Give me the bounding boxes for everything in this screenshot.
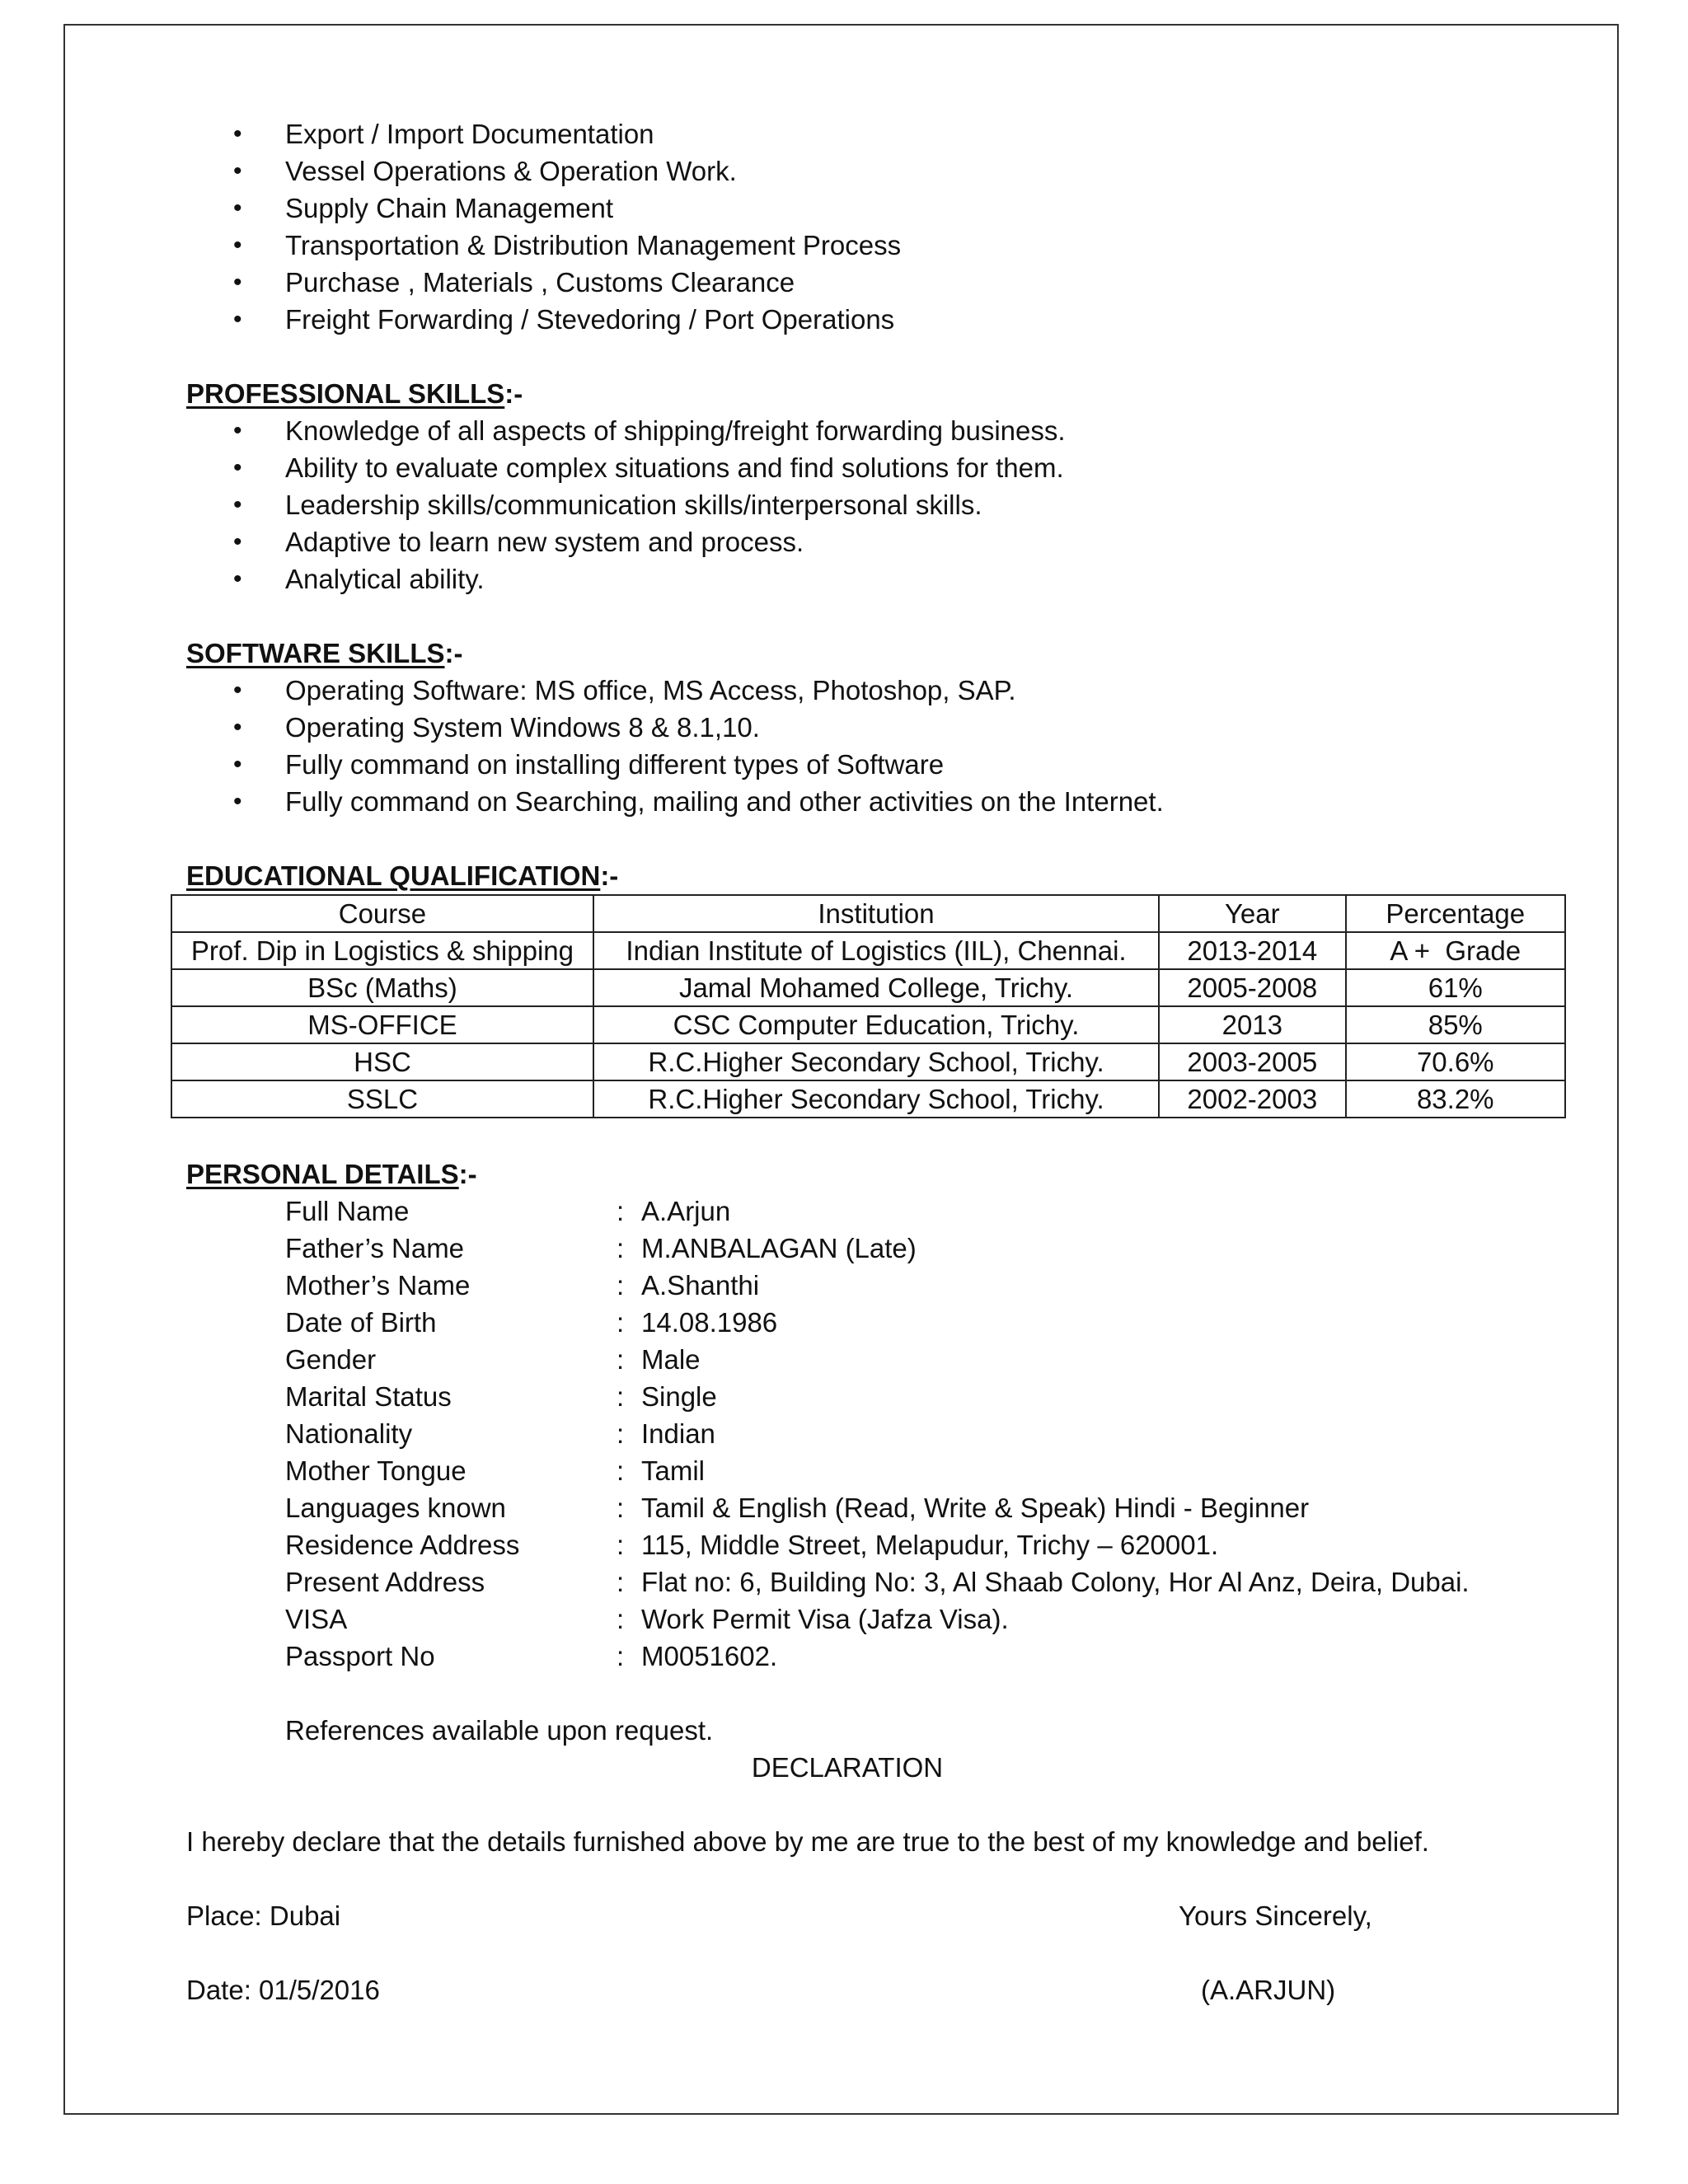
detail-label: Date of Birth [285, 1307, 437, 1338]
list-item: • Fully command on Searching, mailing and other activities on the Internet. [285, 783, 1571, 820]
detail-label: Father’s Name [285, 1233, 465, 1263]
personal-details-heading [186, 1155, 1571, 1193]
education-heading [186, 857, 1571, 894]
place-text: Place: Dubai [186, 1900, 341, 1931]
list-item: • Ability to evaluate complex situations and find solutions for them. [285, 449, 1571, 486]
table-cell: 2003-2005 [1159, 1043, 1345, 1080]
list-item: • Export / Import Documentation [285, 115, 1571, 152]
table-cell: 83.2% [1346, 1080, 1566, 1118]
list-item: • Analytical ability. [285, 560, 1571, 598]
section-title-text: EDUCATIONAL QUALIFICATION [186, 860, 601, 891]
detail-value: A.Arjun [641, 1196, 731, 1226]
detail-label: Gender [285, 1344, 377, 1375]
table-header-row [171, 895, 1565, 932]
detail-value: Tamil & English (Read, Write & Speak) Hindi - Beginner [641, 1493, 1310, 1523]
signature-name: (A.ARJUN) [1201, 1975, 1336, 2005]
detail-value: Indian [641, 1418, 715, 1449]
detail-value: A.Shanthi [641, 1270, 760, 1301]
detail-row [285, 1304, 1571, 1341]
table-cell: 2005-2008 [1159, 969, 1345, 1006]
date-text: Date: 01/5/2016 [186, 1975, 380, 2005]
detail-row [285, 1563, 1571, 1601]
detail-value: Single [641, 1381, 717, 1412]
detail-separator: : [617, 1418, 625, 1449]
list-item: • Freight Forwarding / Stevedoring / Port Operations [285, 301, 1571, 338]
professional-skills-list [186, 412, 1571, 598]
detail-row [285, 1638, 1571, 1675]
table-cell: HSC [171, 1043, 593, 1080]
table-cell: 70.6% [1346, 1043, 1566, 1080]
detail-value: M0051602. [641, 1641, 778, 1671]
table-cell: R.C.Higher Secondary School, Trichy. [593, 1043, 1159, 1080]
table-row [171, 969, 1565, 1006]
top-bullet-list [186, 115, 1571, 338]
place-row [186, 1897, 1571, 1934]
detail-label: Residence Address [285, 1530, 520, 1560]
table-cell: 2013-2014 [1159, 932, 1345, 969]
declaration-text: I hereby declare that the details furnished above by me are true to the best of my knowledge and belief. [186, 1826, 1429, 1857]
list-item: • Purchase , Materials , Customs Clearance [285, 264, 1571, 301]
detail-row [285, 1526, 1571, 1563]
closing-text: Yours Sincerely, [1179, 1900, 1372, 1931]
detail-label: Full Name [285, 1196, 410, 1226]
table-cell: 85% [1346, 1006, 1566, 1043]
table-cell: Indian Institute of Logistics (IIL), Chennai. [593, 932, 1159, 969]
column-header-institution: Institution [593, 895, 1159, 932]
table-cell: SSLC [171, 1080, 593, 1118]
list-item: • Leadership skills/communication skills/interpersonal skills. [285, 486, 1571, 523]
table-row [171, 1043, 1565, 1080]
list-item: • Supply Chain Management [285, 190, 1571, 227]
table-cell: 2013 [1159, 1006, 1345, 1043]
resume-page [186, 115, 1571, 2008]
detail-label: Nationality [285, 1418, 413, 1449]
section-title-suffix: :- [600, 860, 619, 891]
detail-label: Passport No [285, 1641, 435, 1671]
detail-row [285, 1267, 1571, 1304]
section-title-suffix: :- [444, 638, 463, 668]
detail-row [285, 1378, 1571, 1415]
table-cell: Prof. Dip in Logistics & shipping [171, 932, 593, 969]
table-cell: A + Grade [1346, 932, 1566, 969]
software-skills-heading [186, 635, 1571, 672]
detail-separator: : [617, 1641, 625, 1671]
column-header-percentage: Percentage [1346, 895, 1566, 932]
detail-label: Languages known [285, 1493, 506, 1523]
detail-value: M.ANBALAGAN (Late) [641, 1233, 917, 1263]
table-row [171, 1006, 1565, 1043]
table-cell: R.C.Higher Secondary School, Trichy. [593, 1080, 1159, 1118]
table-cell: 2002-2003 [1159, 1080, 1345, 1118]
section-title-text: SOFTWARE SKILLS [186, 638, 445, 668]
section-title-text: PROFESSIONAL SKILLS [186, 378, 505, 409]
detail-row [285, 1489, 1571, 1526]
list-item: • Adaptive to learn new system and process. [285, 523, 1571, 560]
list-item: • Knowledge of all aspects of shipping/freight forwarding business. [285, 412, 1571, 449]
detail-row [285, 1452, 1571, 1489]
section-title-suffix: :- [458, 1159, 477, 1189]
table-cell: MS-OFFICE [171, 1006, 593, 1043]
section-title-suffix: :- [504, 378, 523, 409]
detail-label: Mother Tongue [285, 1455, 467, 1486]
detail-separator: : [617, 1233, 625, 1263]
detail-separator: : [617, 1307, 625, 1338]
detail-separator: : [617, 1270, 625, 1301]
detail-separator: : [617, 1196, 625, 1226]
detail-separator: : [617, 1567, 625, 1597]
list-item: • Fully command on installing different types of Software [285, 746, 1571, 783]
detail-row [285, 1193, 1571, 1230]
list-item: • Vessel Operations & Operation Work. [285, 152, 1571, 190]
detail-label: VISA [285, 1604, 348, 1634]
detail-row [285, 1601, 1571, 1638]
detail-label: Present Address [285, 1567, 485, 1597]
detail-row [285, 1230, 1571, 1267]
detail-separator: : [617, 1530, 625, 1560]
list-item: • Transportation & Distribution Management Process [285, 227, 1571, 264]
detail-value: 115, Middle Street, Melapudur, Trichy – 620001. [641, 1530, 1219, 1560]
education-table [171, 894, 1566, 1118]
table-cell: 61% [1346, 969, 1566, 1006]
column-header-year: Year [1159, 895, 1345, 932]
personal-details-list [186, 1193, 1571, 1675]
detail-separator: : [617, 1381, 625, 1412]
references-note: References available upon request. [285, 1715, 714, 1746]
table-row [171, 1080, 1565, 1118]
detail-separator: : [617, 1344, 625, 1375]
date-row [186, 1971, 1571, 2008]
detail-separator: : [617, 1455, 625, 1486]
detail-value: Flat no: 6, Building No: 3, Al Shaab Colony, Hor Al Anz, Deira, Dubai. [641, 1567, 1470, 1597]
detail-separator: : [617, 1604, 625, 1634]
table-cell: CSC Computer Education, Trichy. [593, 1006, 1159, 1043]
table-cell: Jamal Mohamed College, Trichy. [593, 969, 1159, 1006]
table-row [171, 932, 1565, 969]
detail-row [285, 1415, 1571, 1452]
detail-label: Mother’s Name [285, 1270, 471, 1301]
detail-separator: : [617, 1493, 625, 1523]
declaration-title: DECLARATION [751, 1752, 944, 1783]
section-title-text: PERSONAL DETAILS [186, 1159, 459, 1189]
detail-label: Marital Status [285, 1381, 452, 1412]
list-item: • Operating System Windows 8 & 8.1,10. [285, 709, 1571, 746]
list-item: • Operating Software: MS office, MS Access, Photoshop, SAP. [285, 672, 1571, 709]
detail-value: 14.08.1986 [641, 1307, 778, 1338]
software-skills-list [186, 672, 1571, 820]
professional-skills-heading [186, 375, 1571, 412]
detail-value: Tamil [641, 1455, 706, 1486]
table-cell: BSc (Maths) [171, 969, 593, 1006]
detail-value: Male [641, 1344, 701, 1375]
detail-value: Work Permit Visa (Jafza Visa). [641, 1604, 1009, 1634]
column-header-course: Course [171, 895, 593, 932]
detail-row [285, 1341, 1571, 1378]
